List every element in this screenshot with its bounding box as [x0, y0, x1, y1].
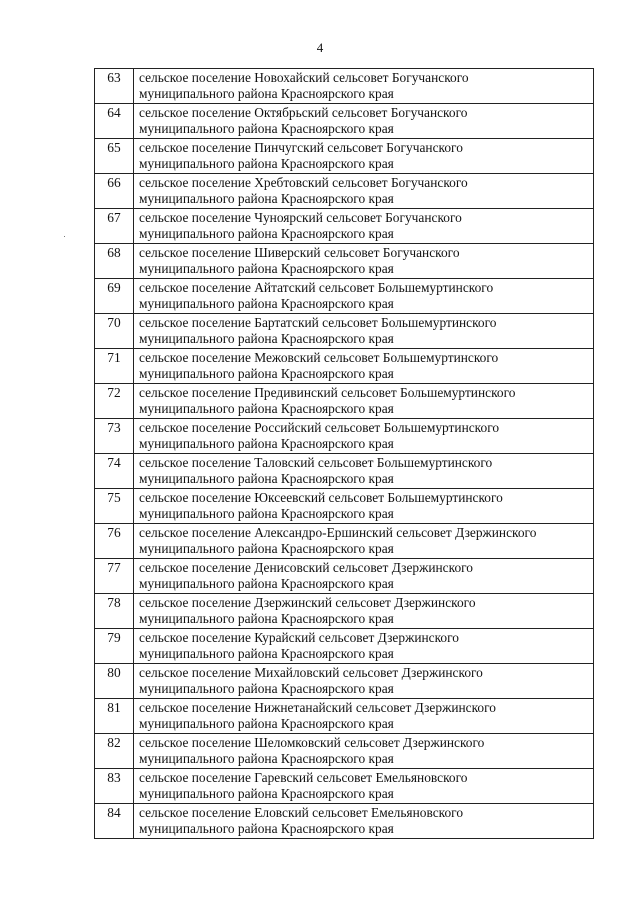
settlement-name: [134, 489, 594, 524]
table-row: [95, 104, 594, 139]
table-row: [95, 489, 594, 524]
settlement-name-line-1: сельское поселение Айтатский сельсовет Большемуртинского: [139, 280, 494, 295]
row-number: 75: [95, 489, 134, 524]
settlement-name-line-2: муниципального района Красноярского края: [139, 155, 394, 171]
settlement-name: [134, 769, 594, 804]
row-number: 69: [95, 279, 134, 314]
settlement-name-line-2: муниципального района Красноярского края: [139, 295, 394, 311]
settlement-name-line-2: муниципального района Красноярского края: [139, 610, 394, 626]
settlement-name-line-2: муниципального района Красноярского края: [139, 575, 394, 591]
table-row: [95, 804, 594, 839]
row-number: 70: [95, 314, 134, 349]
table-row: [95, 664, 594, 699]
settlement-name-line-2: муниципального района Красноярского края: [139, 680, 394, 696]
table-row: [95, 559, 594, 594]
table-row: [95, 314, 594, 349]
table-row: [95, 769, 594, 804]
table-row: [95, 419, 594, 454]
settlement-name-line-2: муниципального района Красноярского края: [139, 470, 394, 486]
table-row: [95, 384, 594, 419]
settlement-name-line-1: сельское поселение Шиверский сельсовет Богучанского: [139, 245, 460, 260]
settlement-name-line-1: сельское поселение Юксеевский сельсовет Большемуртинского: [139, 490, 503, 505]
settlement-name-line-1: сельское поселение Курайский сельсовет Дзержинского: [139, 630, 459, 645]
scan-speck: [64, 236, 65, 237]
settlement-name-line-2: муниципального района Красноярского края: [139, 505, 394, 521]
settlement-name-line-1: сельское поселение Шеломковский сельсовет Дзержинского: [139, 735, 485, 750]
settlement-name: [134, 524, 594, 559]
settlement-name-line-2: муниципального района Красноярского края: [139, 400, 394, 416]
settlement-name: [134, 279, 594, 314]
row-number: 82: [95, 734, 134, 769]
row-number: 67: [95, 209, 134, 244]
settlement-name-line-2: муниципального района Красноярского края: [139, 260, 394, 276]
row-number: 83: [95, 769, 134, 804]
table-row: [95, 174, 594, 209]
settlement-name: [134, 419, 594, 454]
row-number: 73: [95, 419, 134, 454]
settlement-name: [134, 559, 594, 594]
table-row: [95, 349, 594, 384]
table-row: [95, 139, 594, 174]
settlement-name-line-1: сельское поселение Денисовский сельсовет Дзержинского: [139, 560, 474, 575]
table-row: [95, 69, 594, 104]
table-row: [95, 699, 594, 734]
row-number: 81: [95, 699, 134, 734]
settlement-name: [134, 174, 594, 209]
row-number: 63: [95, 69, 134, 104]
settlement-name: [134, 349, 594, 384]
table-row: [95, 524, 594, 559]
table-row: [95, 279, 594, 314]
settlement-name: [134, 384, 594, 419]
settlement-name-line-2: муниципального района Красноярского края: [139, 785, 394, 801]
settlement-name-line-1: сельское поселение Хребтовский сельсовет Богучанского: [139, 175, 468, 190]
row-number: 66: [95, 174, 134, 209]
row-number: 64: [95, 104, 134, 139]
settlement-name-line-1: сельское поселение Нижнетанайский сельсовет Дзержинского: [139, 700, 496, 715]
settlement-name-line-2: муниципального района Красноярского края: [139, 645, 394, 661]
settlement-name-line-1: сельское поселение Пинчугский сельсовет Богучанского: [139, 140, 463, 155]
settlement-name: [134, 244, 594, 279]
settlements-table: [94, 68, 594, 839]
row-number: 74: [95, 454, 134, 489]
settlement-name: [134, 69, 594, 104]
settlement-name-line-1: сельское поселение Межовский сельсовет Большемуртинского: [139, 350, 499, 365]
settlement-name-line-1: сельское поселение Гаревский сельсовет Емельяновского: [139, 770, 468, 785]
settlement-name: [134, 629, 594, 664]
settlement-name-line-1: сельское поселение Бартатский сельсовет Большемуртинского: [139, 315, 497, 330]
settlement-name: [134, 664, 594, 699]
settlement-name-line-1: сельское поселение Чуноярский сельсовет Богучанского: [139, 210, 462, 225]
row-number: 78: [95, 594, 134, 629]
settlement-name: [134, 139, 594, 174]
settlement-name: [134, 314, 594, 349]
row-number: 79: [95, 629, 134, 664]
settlement-name-line-2: муниципального района Красноярского края: [139, 820, 394, 836]
settlement-name-line-1: сельское поселение Октябрьский сельсовет Богучанского: [139, 105, 468, 120]
row-number: 84: [95, 804, 134, 839]
settlement-name: [134, 104, 594, 139]
settlement-name-line-2: муниципального района Красноярского края: [139, 750, 394, 766]
settlement-name: [134, 699, 594, 734]
settlement-name-line-1: сельское поселение Новохайский сельсовет Богучанского: [139, 70, 469, 85]
row-number: 76: [95, 524, 134, 559]
settlement-name-line-1: сельское поселение Дзержинский сельсовет Дзержинского: [139, 595, 476, 610]
row-number: 77: [95, 559, 134, 594]
row-number: 71: [95, 349, 134, 384]
settlement-name-line-2: муниципального района Красноярского края: [139, 190, 394, 206]
row-number: 80: [95, 664, 134, 699]
row-number: 68: [95, 244, 134, 279]
row-number: 65: [95, 139, 134, 174]
settlement-name-line-1: сельское поселение Михайловский сельсовет Дзержинского: [139, 665, 483, 680]
settlement-name-line-1: сельское поселение Предивинский сельсовет Большемуртинского: [139, 385, 516, 400]
table-row: [95, 454, 594, 489]
settlement-name: [134, 734, 594, 769]
settlement-name-line-1: сельское поселение Российский сельсовет Большемуртинского: [139, 420, 500, 435]
settlement-name-line-2: муниципального района Красноярского края: [139, 540, 394, 556]
settlement-name: [134, 594, 594, 629]
table-row: [95, 594, 594, 629]
page-number: 4: [316, 40, 324, 55]
settlement-name: [134, 209, 594, 244]
settlement-name-line-1: сельское поселение Александро-Ершинский сельсовет Дзержинского: [139, 525, 537, 540]
settlement-name-line-2: муниципального района Красноярского края: [139, 365, 394, 381]
settlement-name: [134, 804, 594, 839]
settlement-name-line-1: сельское поселение Еловский сельсовет Емельяновского: [139, 805, 464, 820]
table-row: [95, 209, 594, 244]
row-number: 72: [95, 384, 134, 419]
settlement-name-line-1: сельское поселение Таловский сельсовет Большемуртинского: [139, 455, 493, 470]
settlement-name-line-2: муниципального района Красноярского края: [139, 85, 394, 101]
table-row: [95, 244, 594, 279]
settlement-name-line-2: муниципального района Красноярского края: [139, 330, 394, 346]
settlement-name: [134, 454, 594, 489]
table-row: [95, 629, 594, 664]
table-row: [95, 734, 594, 769]
settlement-name-line-2: муниципального района Красноярского края: [139, 225, 394, 241]
settlement-name-line-2: муниципального района Красноярского края: [139, 715, 394, 731]
settlement-name-line-2: муниципального района Красноярского края: [139, 435, 394, 451]
settlement-name-line-2: муниципального района Красноярского края: [139, 120, 394, 136]
